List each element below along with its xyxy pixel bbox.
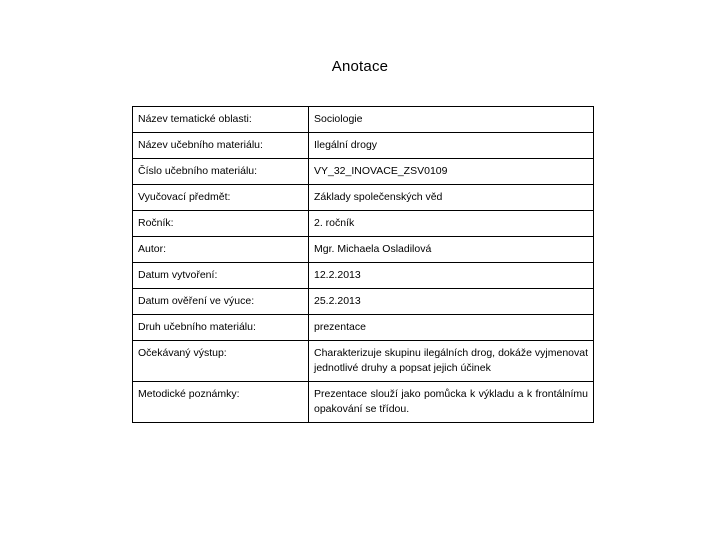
row-value: Ilegální drogy (309, 133, 594, 159)
table-row (133, 185, 594, 211)
row-value: 25.2.2013 (309, 289, 594, 315)
row-value: Charakterizuje skupinu ilegálních drog, dokáže vyjmenovat jednotlivé druhy a popsat jejich účinek (309, 341, 594, 382)
table-row (133, 341, 594, 382)
row-value: Prezentace slouží jako pomůcka k výkladu a k frontálnímu opakování se třídou. (309, 382, 594, 423)
row-value: 12.2.2013 (309, 263, 594, 289)
row-value: prezentace (309, 315, 594, 341)
row-label: Ročník: (133, 211, 309, 237)
row-label: Očekávaný výstup: (133, 341, 309, 382)
row-value: Základy společenských věd (309, 185, 594, 211)
table-row (133, 133, 594, 159)
row-label: Datum vytvoření: (133, 263, 309, 289)
table-row (133, 107, 594, 133)
table-row (133, 159, 594, 185)
row-value: Mgr. Michaela Osladilová (309, 237, 594, 263)
annotation-table (132, 106, 594, 423)
table-row (133, 263, 594, 289)
row-label: Druh učebního materiálu: (133, 315, 309, 341)
row-label: Název tematické oblasti: (133, 107, 309, 133)
row-value: VY_32_INOVACE_ZSV0109 (309, 159, 594, 185)
table-row (133, 289, 594, 315)
row-value: Sociologie (309, 107, 594, 133)
row-label: Metodické poznámky: (133, 382, 309, 423)
row-label: Číslo učebního materiálu: (133, 159, 309, 185)
table-row (133, 211, 594, 237)
table-row (133, 315, 594, 341)
row-label: Autor: (133, 237, 309, 263)
row-value: 2. ročník (309, 211, 594, 237)
row-label: Vyučovací předmět: (133, 185, 309, 211)
table-row (133, 382, 594, 423)
table-row (133, 237, 594, 263)
row-label: Název učebního materiálu: (133, 133, 309, 159)
page-title: Anotace (331, 58, 389, 75)
row-label: Datum ověření ve výuce: (133, 289, 309, 315)
